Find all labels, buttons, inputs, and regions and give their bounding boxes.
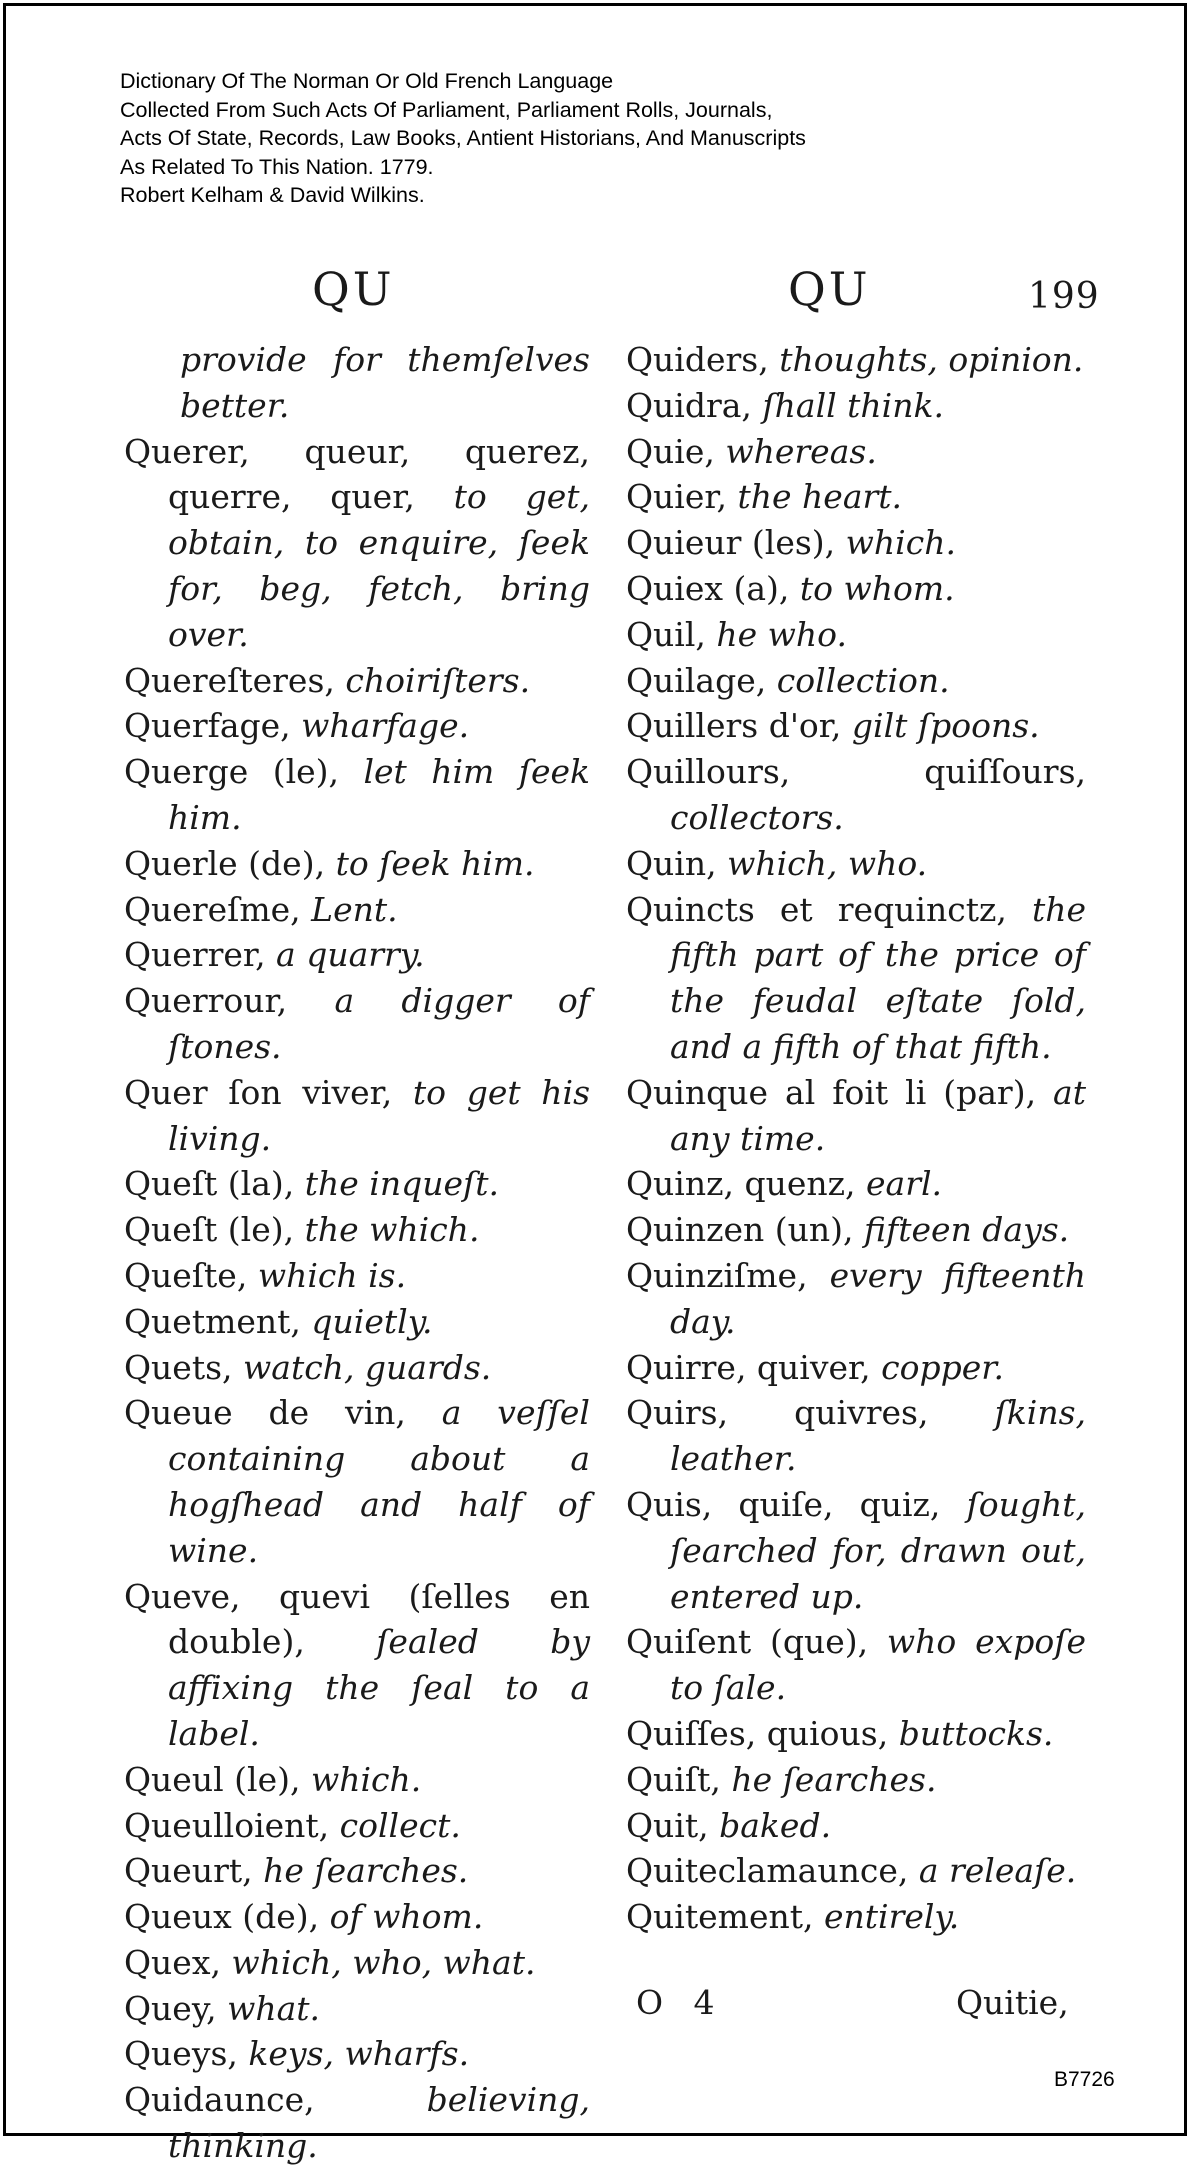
headword: Queſt (la), <box>124 1164 295 1204</box>
definition: ſhall think. <box>751 385 944 425</box>
dictionary-entry <box>626 337 1086 383</box>
headword: Queſt (le), <box>124 1210 295 1250</box>
dictionary-entry <box>124 429 590 658</box>
dictionary-entry <box>124 841 590 887</box>
headword: Quitement, <box>626 1897 814 1937</box>
headword: Querfage, <box>124 706 291 746</box>
headword: Quiſent (que), <box>626 1622 869 1662</box>
dictionary-entry <box>626 474 1086 520</box>
definition: provide for themſelves better. <box>180 340 590 425</box>
definition: a quarry. <box>265 935 425 975</box>
header-line: Acts Of State, Records, Law Books, Antient Historians, And Manuscripts <box>120 126 806 150</box>
headword: Quit, <box>626 1805 709 1845</box>
dictionary-entry <box>124 658 590 704</box>
headword: Quinque al foit li (par), <box>626 1072 1037 1112</box>
definition: whereas. <box>714 431 877 471</box>
definition: thoughts, opinion. <box>768 340 1084 379</box>
definition: the which. <box>294 1210 480 1250</box>
dictionary-entry <box>626 1803 1086 1849</box>
definition: baked. <box>708 1805 832 1845</box>
definition: watch, guards. <box>232 1347 492 1387</box>
headword: Quincts et requinctz, <box>626 889 1007 929</box>
headword: Querge (le), <box>124 752 340 792</box>
header-line: As Related To This Nation. 1779. <box>120 154 434 179</box>
dictionary-entry <box>626 749 1086 841</box>
dictionary-entry <box>124 932 590 978</box>
reference-number: B7726 <box>1054 2068 1115 2091</box>
definition: believing, thinking. <box>168 2080 590 2166</box>
dictionary-entry <box>124 1986 590 2032</box>
signature-mark: O 4 <box>636 1983 725 2022</box>
definition: choiriſters. <box>334 660 531 700</box>
dictionary-entry <box>124 1757 590 1803</box>
dictionary-entry <box>124 978 590 1070</box>
dictionary-entry <box>124 337 590 429</box>
dictionary-entry <box>626 1070 1086 1162</box>
definition: the heart. <box>727 477 903 517</box>
definition: at any time. <box>670 1072 1086 1158</box>
headword: Quer ſon viver, <box>124 1072 393 1112</box>
definition: which. <box>835 523 956 563</box>
dictionary-entry <box>124 1894 590 1940</box>
dictionary-entry <box>124 1207 590 1253</box>
definition: Lent. <box>300 889 398 929</box>
headword: Quidra, <box>626 385 752 425</box>
dictionary-entry <box>626 383 1086 429</box>
headword: Querle (de), <box>124 843 326 883</box>
headword: Quinziſme, <box>626 1255 808 1295</box>
definition: to get, obtain, to enquire, ſeek for, beg, fetch, bring over. <box>168 477 591 654</box>
dictionary-entry <box>626 887 1086 1070</box>
dictionary-entry <box>626 1390 1086 1482</box>
header-line: Dictionary Of The Norman Or Old French Language <box>120 69 614 93</box>
dictionary-entry <box>626 1345 1086 1391</box>
page-number: 199 <box>1028 276 1100 317</box>
dictionary-entry <box>626 1482 1086 1619</box>
headword: Quinzen (un), <box>626 1210 854 1250</box>
dictionary-entry <box>626 1757 1086 1803</box>
dictionary-entry <box>626 1619 1086 1711</box>
definition: ſought, ſearched for, drawn out, entered up. <box>670 1484 1086 1616</box>
dictionary-entry <box>124 703 590 749</box>
headword: Quier, <box>626 477 728 517</box>
headword: Quex, <box>124 1942 221 1982</box>
headword: Queulloient, <box>124 1805 330 1845</box>
definition: collection. <box>766 660 950 700</box>
dictionary-entry <box>124 1345 590 1391</box>
dictionary-entry <box>124 1299 590 1345</box>
dictionary-entry <box>626 612 1086 658</box>
definition: which, who. <box>716 843 928 883</box>
headword: Quie, <box>626 431 715 471</box>
dictionary-entry <box>626 1161 1086 1207</box>
headword: Quieur (les), <box>626 523 836 563</box>
dictionary-entry <box>124 1803 590 1849</box>
definition: gilt ſpoons. <box>841 706 1040 746</box>
definition: quietly. <box>300 1301 433 1341</box>
definition: wharfage. <box>290 706 470 746</box>
headword: Quirs, quivres, <box>626 1393 929 1433</box>
definition: collect. <box>329 1805 461 1845</box>
catalog-header <box>120 67 806 210</box>
definition: which. <box>300 1759 422 1799</box>
dictionary-entry <box>626 1253 1086 1345</box>
headword: Quinz, quenz, <box>626 1164 856 1204</box>
definition: to ſeek him. <box>325 843 535 883</box>
definition: what. <box>216 1988 321 2028</box>
definition: entirely. <box>813 1897 960 1937</box>
definition: let him ſeek him. <box>168 752 590 837</box>
headword: Querrer, <box>124 935 266 975</box>
headword: Quin, <box>626 843 717 883</box>
definition: to get his living. <box>168 1072 590 1158</box>
headword: Quillours, quiſſours, <box>626 752 1086 792</box>
definition: keys, wharfs. <box>237 2034 470 2074</box>
dictionary-entry <box>124 2077 590 2169</box>
dictionary-entry <box>626 658 1086 704</box>
definition: collectors. <box>670 797 844 837</box>
headword: Quiſt, <box>626 1759 721 1799</box>
definition: he who. <box>705 614 847 654</box>
definition: a veſſel containing about a hogſhead and half of wine. <box>168 1393 590 1570</box>
headword: Quiteclamaunce, <box>626 1851 909 1891</box>
catchword: Quitie, <box>956 1983 1069 2022</box>
dictionary-entry <box>124 1390 590 1573</box>
dictionary-entry <box>626 703 1086 749</box>
headword: Queue de vin, <box>124 1393 406 1433</box>
dictionary-entry <box>626 841 1086 887</box>
headword: Queux (de), <box>124 1897 320 1937</box>
headword: Quidaunce, <box>124 2080 315 2120</box>
headword: Quereſme, <box>124 889 301 929</box>
headword: Quillers d'or, <box>626 706 842 746</box>
definition: of whom. <box>319 1897 484 1937</box>
headword: Queurt, <box>124 1851 253 1891</box>
headword: Quilage, <box>626 660 767 700</box>
dictionary-entry <box>626 520 1086 566</box>
definition: ſealed by affixing the ſeal to a label. <box>168 1622 590 1753</box>
headword: Quiſſes, quious, <box>626 1713 889 1753</box>
definition: to whom. <box>789 568 955 608</box>
definition: the fifth part of the price of the feudal eſtate ſold, and a fifth of that fifth. <box>670 889 1086 1066</box>
dictionary-entry <box>124 1070 590 1162</box>
headword: Quirre, quiver, <box>626 1347 871 1387</box>
definition: a releaſe. <box>908 1851 1077 1891</box>
dictionary-entry <box>626 1207 1086 1253</box>
running-head-right: QU <box>788 262 871 316</box>
definition: fifteen days. <box>853 1210 1070 1250</box>
headword: Queul (le), <box>124 1759 301 1799</box>
dictionary-entry <box>626 566 1086 612</box>
right-column <box>626 337 1086 1940</box>
headword: Quets, <box>124 1347 233 1387</box>
dictionary-entry <box>626 1894 1086 1940</box>
headword: Queys, <box>124 2034 238 2074</box>
headword: Quil, <box>626 614 706 654</box>
headword: Queſte, <box>124 1255 248 1295</box>
dictionary-entry <box>124 1253 590 1299</box>
definition: a digger of ſtones. <box>168 981 590 1066</box>
definition: earl. <box>855 1164 943 1204</box>
dictionary-entry <box>124 1574 590 1757</box>
dictionary-entry <box>124 749 590 841</box>
headword: Quey, <box>124 1988 217 2028</box>
running-head-left: QU <box>312 262 395 316</box>
headword: Querrour, <box>124 981 288 1021</box>
definition: every fifteenth day. <box>670 1255 1086 1341</box>
definition: buttocks. <box>888 1713 1054 1753</box>
definition: the inqueſt. <box>294 1164 499 1204</box>
header-line: Robert Kelham & David Wilkins. <box>120 183 425 207</box>
headword: Queve, quevi (ſelles en double), <box>124 1576 590 1662</box>
headword: Querer, queur, querez, querre, quer, <box>124 431 590 517</box>
header-line: Collected From Such Acts Of Parliament, Parliament Rolls, Journals, <box>120 97 773 122</box>
definition: ſkins, leather. <box>670 1393 1087 1479</box>
dictionary-entry <box>124 1161 590 1207</box>
headword: Quiders, <box>626 340 769 379</box>
definition: which, who, what. <box>220 1942 536 1982</box>
headword: Quiex (a), <box>626 568 790 608</box>
dictionary-entry <box>626 1848 1086 1894</box>
definition: which is. <box>247 1255 407 1295</box>
left-column <box>124 337 590 2169</box>
definition: who expoſe to ſale. <box>670 1622 1086 1708</box>
headword: Quis, quiſe, quiz, <box>626 1484 941 1524</box>
definition: he ſearches. <box>720 1759 937 1799</box>
dictionary-entry <box>124 1940 590 1986</box>
definition: he ſearches. <box>252 1851 469 1891</box>
dictionary-entry <box>124 887 590 933</box>
dictionary-entry <box>124 2031 590 2077</box>
headword: Quetment, <box>124 1301 301 1341</box>
headword: Quereſteres, <box>124 660 335 700</box>
definition: copper. <box>870 1347 1004 1387</box>
dictionary-entry <box>626 429 1086 475</box>
dictionary-entry <box>124 1848 590 1894</box>
dictionary-entry <box>626 1711 1086 1757</box>
